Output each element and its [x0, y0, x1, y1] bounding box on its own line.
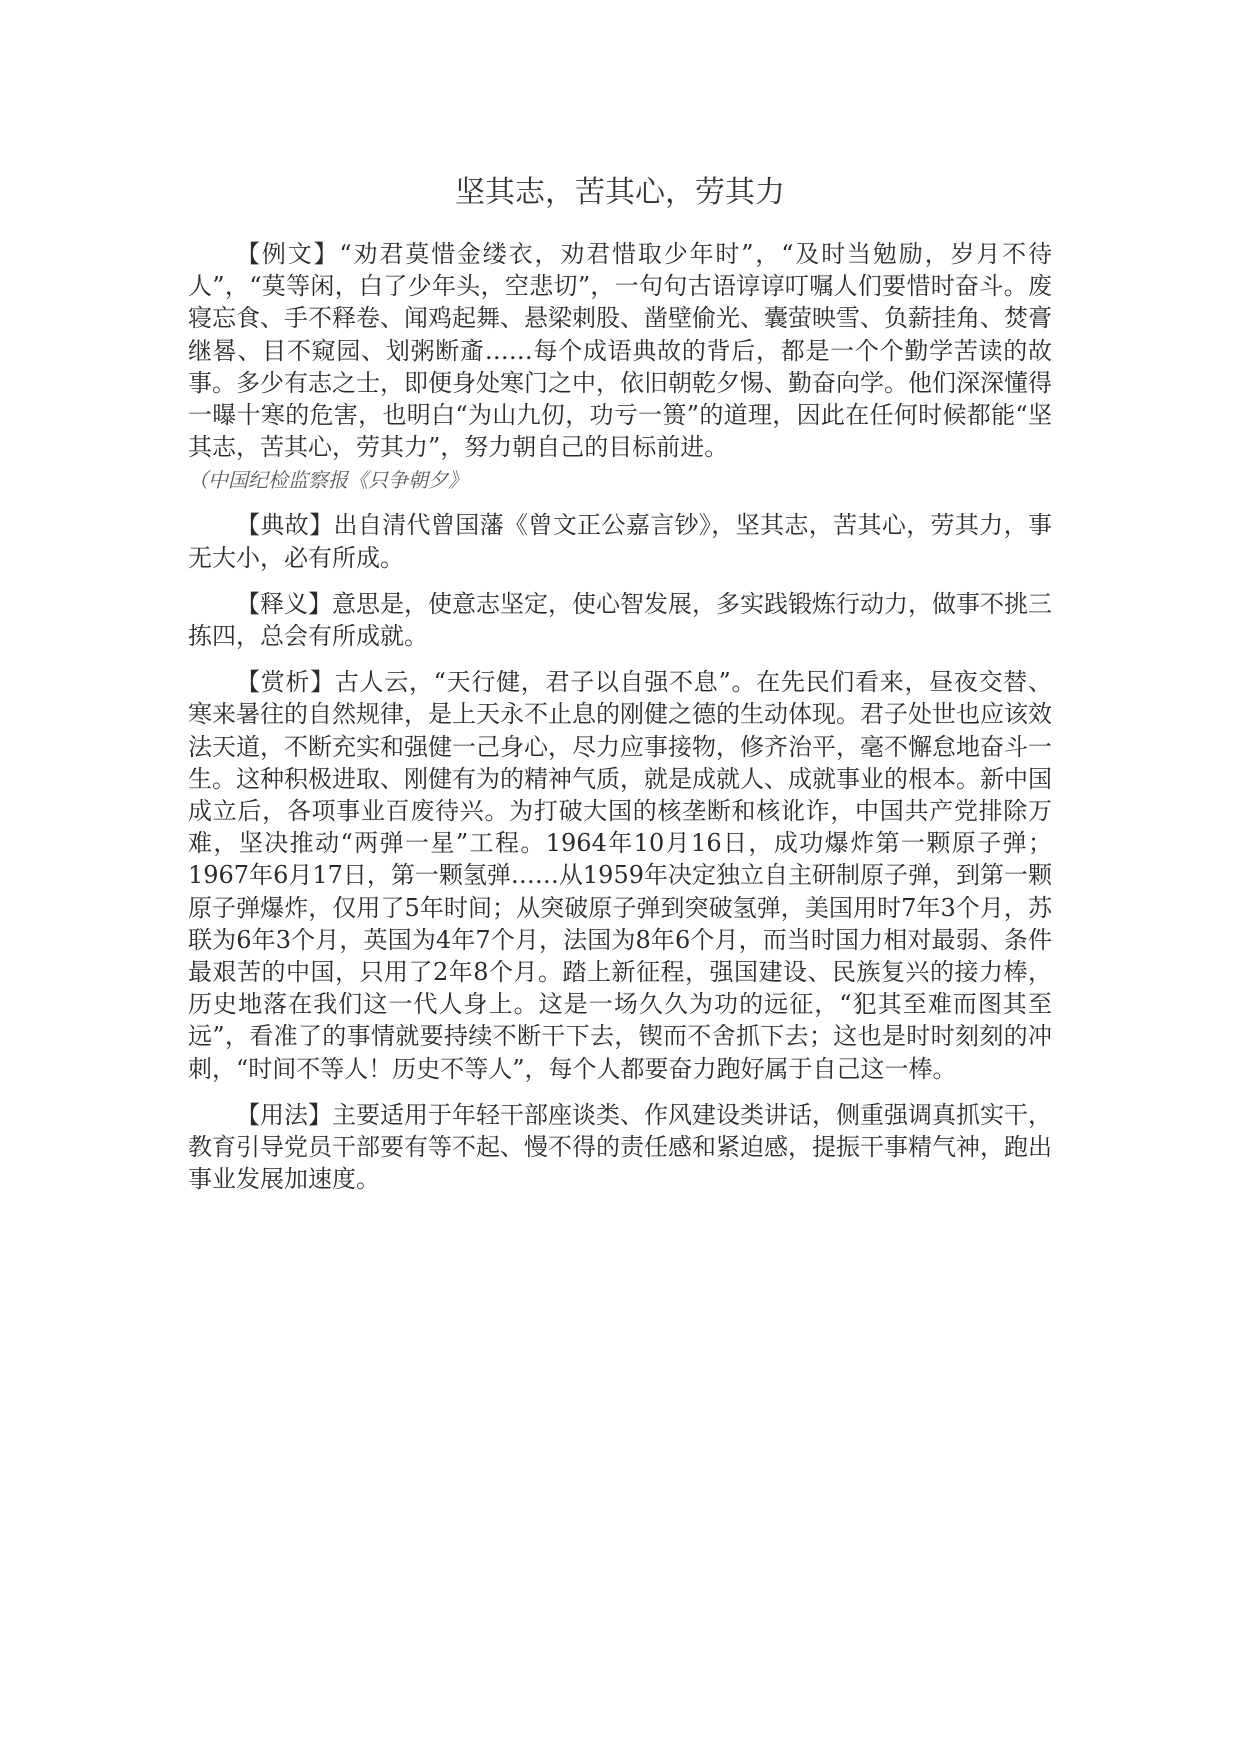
- section-text-usage: 主要适用于年轻干部座谈类、作风建设类讲话，侧重强调真抓实干，教育引导党员干部要有等不起、慢不得的责任感和紧迫感，提振干事精气神，跑出事业发展加速度。: [188, 1100, 1052, 1194]
- section-text-allusion: 出自清代曾国藩《曾文正公嘉言钞》，坚其志，苦其心，劳其力，事无大小，必有所成。: [188, 511, 1053, 572]
- section-text-appreciation: 古人云，“天行健，君子以自强不息”。在先民们看来，昼夜交替、寒来暑往的自然规律，是上天永不止息的刚健之德的生动体现。君子处世也应该效法天道，不断充实和强健一己身心，尽力应事接物，修齐治平，毫不懈怠地奋斗一生。这种积极进取、刚健有为的精神气质，就是成就人、成就事业的根本。新中国成立后，各项事业百废待兴。为打破大国的核垄断和核讹诈，中国共产党排除万难，坚决推动“两弹一星”工程。1964年10月16日，成功爆炸第一颗原子弹；1967年6月17日，第一颗氢弹……从1959年决定独立自主研制原子弹，到第一颗原子弹爆炸，仅用了5年时间；从突破原子弹到突破氢弹，美国用时7年3个月，苏联为6年3个月，英国为4年7个月，法国为8年6个月，而当时国力相对最弱、条件最艰苦的中国，只用了2年8个月。踏上新征程，强国建设、民族复兴的接力棒，历史地落在我们这一代人身上。这是一场久久为功的远征，“犯其至难而图其至远”，看准了的事情就要持续不断干下去，锲而不舍抓下去；这也是时时刻刻的冲刺，“时间不等人！历史不等人”，每个人都要奋力跑好属于自己这一棒。: [188, 668, 1052, 1083]
- example-source: （中国纪检监察报《只争朝夕》: [188, 468, 468, 493]
- section-text-meaning: 意思是，使意志坚定，使心智发展，多实践锻炼行动力，做事不挑三拣四，总会有所成就。: [188, 589, 1052, 651]
- section-tag-example: 【例文】: [236, 240, 340, 268]
- section-tag-appreciation: 【赏析】: [236, 668, 335, 697]
- section-tag-meaning: 【释义】: [236, 589, 332, 618]
- section-example: [188, 238, 1052, 495]
- section-appreciation: [188, 666, 1052, 1085]
- section-tag-usage: 【用法】: [236, 1100, 332, 1129]
- section-allusion: [188, 509, 1052, 573]
- document-title: 坚其志，苦其心，劳其力: [455, 175, 785, 210]
- document-body: [188, 168, 1052, 1209]
- section-text-example: “劝君莫惜金缕衣，劝君惜取少年时”，“及时当勉励，岁月不待人”，“莫等闲，白了少年头，空悲切”，一句句古语谆谆叮嘱人们要惜时奋斗。废寝忘食、手不释卷、闻鸡起舞、悬梁刺股、凿壁偷光、囊萤映雪、负薪挂角、焚膏继晷、目不窥园、划粥断齑……每个成语典故的背后，都是一个个勤学苦读的故事。多少有志之士，即便身处寒门之中，依旧朝乾夕惕、勤奋向学。他们深深懂得一曝十寒的危害，也明白“为山九仞，功亏一篑”的道理，因此在任何时候都能“坚其志，苦其心，劳其力”，努力朝自己的目标前进。: [188, 240, 1053, 462]
- section-meaning: [188, 588, 1052, 652]
- section-tag-allusion: 【典故】: [236, 511, 334, 540]
- section-usage: [188, 1099, 1052, 1196]
